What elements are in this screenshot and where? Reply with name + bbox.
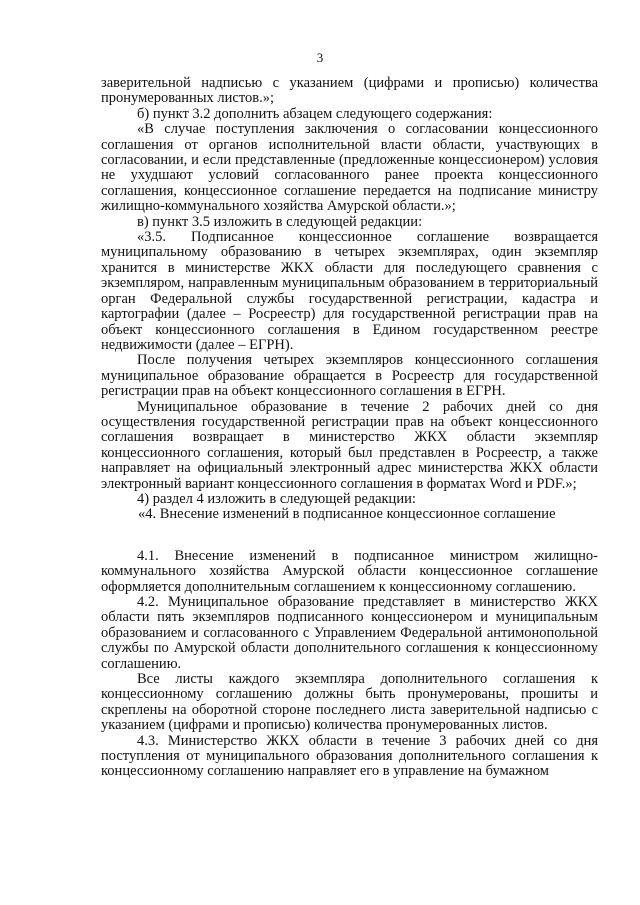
paragraph-4-1: 4.1. Внесение изменений в подписанное министром жилищно-коммунального хозяйства Амурской области концессионное соглашение оформляется дополнительным соглашением к концессионному соглашению. [101,547,598,595]
blank-space [101,523,598,549]
document-body [101,76,598,780]
paragraph-item-4: 4) раздел 4 изложить в следующей редакции: [137,490,416,507]
section-heading-4: «4. Внесение изменений в подписанное концессионное соглашение [138,506,556,523]
paragraph-quote-3-5: «3.5. Подписанное концессионное соглашение возвращается муниципальному образованию в четырех экземплярах, один экземпляр хранится в министерстве ЖКХ области для последующего сравнения с экземпляром, направленным муниципальным образованием в территориальный орган Федеральной службы государственной регистрации, кадастра и картографии (далее – Росреестр) для государственной регистрации прав на объект концессионного соглашения в Едином государственном реестре недвижимости (далее – ЕГРН). [101,229,598,353]
page-number: 3 [316,50,324,65]
paragraph-quote-3-2: «В случае поступления заключения о согласовании концессионного соглашения от органов исполнительной власти области, участвующих в согласовании, и если представленные (предложенные концессионером) условия не ухудшают условий согласованного ранее проекта концессионного соглашения, концессионное соглашение передается на подписание министру жилищно-коммунального хозяйства Амурской области.»; [101,121,598,215]
paragraph-4-2: 4.2. Муниципальное образование представляет в министерство ЖКХ области пять экземпляров подписанного концессионером и муниципальным образованием и согласованного с Управлением Федеральной антимонопольной службы по Амурской области дополнительного соглашения к концессионному соглашению. [101,594,598,672]
paragraph-municipal-return: Муниципальное образование в течение 2 рабочих дней со дня осуществления государственной регистрации прав на объект концессионного соглашения возвращает в министерство ЖКХ области экземпляр концессионного соглашения, который был представлен в Росреестр, а также направляет на официальный электронный адрес министерства ЖКХ области электронный вариант концессионного соглашения в форматах Word и PDF.»; [101,398,598,492]
paragraph-4-3: 4.3. Министерство ЖКХ области в течение 3 рабочих дней со дня поступления от муниципального образования дополнительного соглашения к концессионному соглашению направляет его в управление на бумажном [101,732,598,780]
paragraph-continuation: заверительной надписью с указанием (цифрами и прописью) количества пронумерованных листов.»; [101,75,598,107]
paragraph-item-v: в) пункт 3.5 изложить в следующей редакции: [137,213,423,230]
paragraph-item-b: б) пункт 3.2 дополнить абзацем следующего содержания: [137,105,493,122]
paragraph-after-receipt: После получения четырех экземпляров концессионного соглашения муниципальное образование обращается в Росреестр для государственной регистрации прав на объект концессионного соглашения в ЕГРН. [101,352,598,400]
paragraph-all-sheets: Все листы каждого экземпляра дополнительного соглашения к концессионному соглашению должны быть пронумерованы, прошиты и скреплены на оборотной стороне последнего листа заверительной надписью с указанием (цифрами и прописью) количества пронумерованных листов. [101,671,598,734]
